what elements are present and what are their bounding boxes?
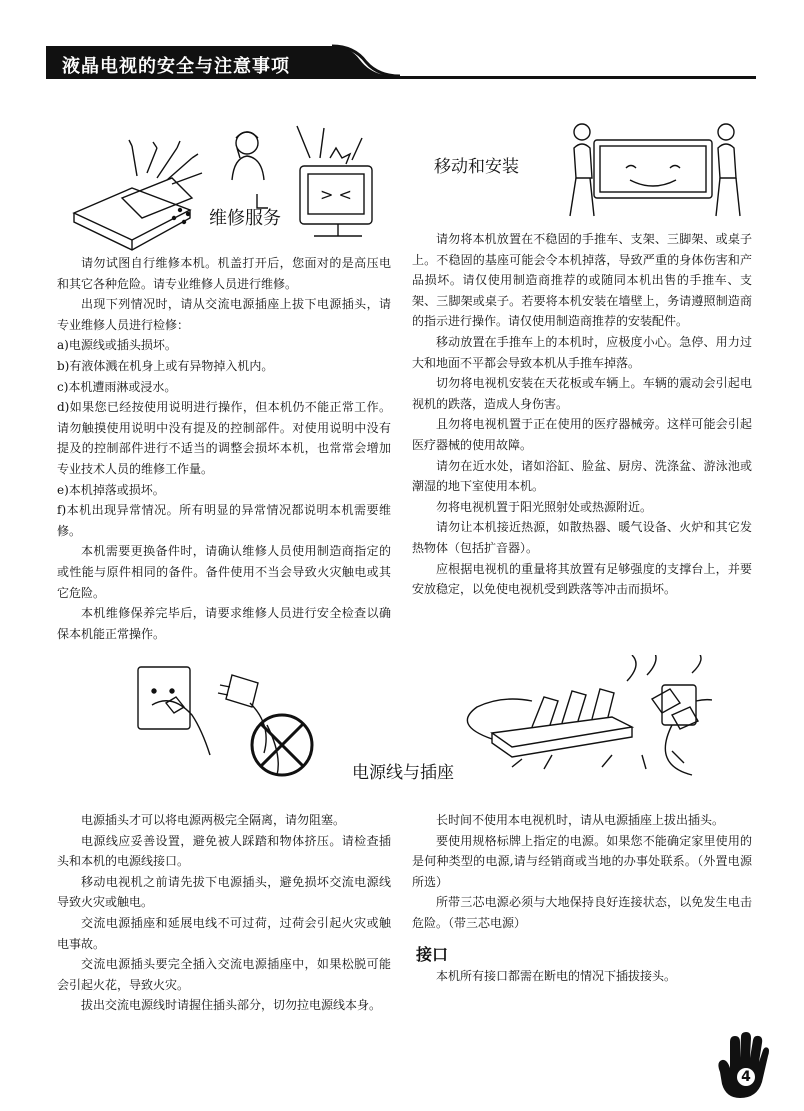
- power-title: 电源线与插座: [352, 763, 454, 783]
- repair-list-item: f)本机出现异常情况。所有明显的异常情况都说明本机需要维修。: [57, 503, 391, 538]
- power-paragraph: 电源线应妥善设置，避免被人踩踏和物体挤压。请检查插头和本机的电源线接口。: [57, 833, 391, 869]
- moving-paragraph: 移动放置在手推车上的本机时，应极度小心。急停、用力过大和地面不平都会导致本机从手推车掉落。: [412, 334, 752, 370]
- repair-paragraph: 本机需要更换备件时，请确认维修人员使用制造商指定的或性能与原件相同的备件。备件使用不当会导致火灾触电或其它危险。: [57, 544, 391, 600]
- repair-list-item: e)本机掉落或损坏。: [57, 482, 165, 497]
- power-paragraph: 所带三芯电源必须与大地保持良好连接状态，以免发生电击危险。（带三芯电源）: [412, 895, 752, 930]
- power-text-right: [412, 810, 752, 934]
- moving-illustration: [566, 118, 744, 220]
- hand-icon: [712, 1032, 770, 1100]
- header-title: 液晶电视的安全与注意事项: [62, 56, 290, 77]
- power-paragraph: 交流电源插头要完全插入交流电源插座中，如果松脱可能会引起火花，导致火灾。: [57, 957, 391, 992]
- moving-paragraph: 请勿在近水处，诸如浴缸、脸盆、厨房、洗涤盆、游泳池或潮湿的地下室使用本机。: [412, 458, 752, 494]
- moving-paragraph: 请勿让本机接近热源，如散热器、暖气设备、火炉和其它发热物体（包括扩音器）。: [412, 520, 752, 555]
- power-paragraph: 电源插头才可以将电源两极完全隔离，请勿阻塞。: [81, 813, 346, 827]
- interface-paragraph: 本机所有接口都需在断电的情况下插拔接头。: [436, 969, 677, 983]
- repair-paragraph: 出现下列情况时，请从交流电源插座上拔下电源插头，请专业维修人员进行检修：: [57, 297, 391, 332]
- repair-title: 维修服务: [209, 208, 281, 229]
- interface-text: [412, 966, 752, 987]
- moving-paragraph: 且勿将电视机置于正在使用的医疗器械旁。这样可能会引起医疗器械的使用故障。: [412, 417, 752, 452]
- moving-text: [412, 229, 752, 600]
- power-paragraph: 交流电源插座和延展电线不可过荷，过荷会引起火灾或触电事故。: [57, 915, 391, 951]
- power-paragraph: 要使用规格标牌上指定的电源。如果您不能确定家里使用的是何种类型的电源,请与经销商或当地的办事处联系。（外置电源所选）: [412, 833, 752, 889]
- interface-title: 接口: [416, 945, 449, 964]
- moving-title: 移动和安装: [434, 157, 519, 177]
- repair-list-item: d)如果您已经按使用说明进行操作，但本机仍不能正常工作。请勿触摸使用说明中没有提及的控制部件。对使用说明中没有提及的控制部件进行不适当的调整会损坏本机，也常常会增加专业技术人员的维修工作量。: [57, 400, 391, 476]
- repair-list-item: b)有液体溅在机身上或有异物掉入机内。: [57, 358, 274, 373]
- power-paragraph: 拔出交流电源线时请握住插头部分，切勿拉电源线本身。: [81, 998, 382, 1013]
- repair-text: [57, 253, 391, 644]
- moving-paragraph: 切勿将电视机安装在天花板或车辆上。车辆的震动会引起电视机的跌落，造成人身伤害。: [412, 376, 752, 411]
- power-paragraph: 长时间不使用本电视机时，请从电源插座上拔出插头。: [436, 813, 725, 827]
- page-number: 4: [737, 1068, 755, 1086]
- repair-list-item: a)电源线或插头损坏。: [57, 338, 177, 353]
- power-text-left: [57, 810, 391, 1016]
- repair-tv-label: > <: [320, 185, 352, 204]
- moving-paragraph: 应根据电视机的重量将其放置有足够强度的支撑台上，并要安放稳定，以免使电视机受到跌落等冲击而损坏。: [412, 561, 752, 597]
- repair-illustration: [62, 118, 382, 253]
- repair-paragraph: 请勿试图自行维修本机。机盖打开后，您面对的是高压电和其它各种危险。请专业维修人员进行维修。: [57, 256, 391, 291]
- moving-paragraph: 勿将电视机置于阳光照射处或热源附近。: [436, 499, 653, 514]
- repair-paragraph: 本机维修保养完毕后，请要求维修人员进行安全检查以确保本机能正常操作。: [57, 606, 391, 641]
- repair-list-item: c)本机遭雨淋或浸水。: [57, 379, 177, 394]
- moving-paragraph: 请勿将本机放置在不稳固的手推车、支架、三脚架、或桌子上。不稳固的基座可能会令本机掉落，导致严重的身体伤害和产品损坏。请仅使用制造商推荐的或随同本机出售的手推车、支架、三脚架或桌子。若要将本机安装在墙壁上，务请遵照制造商的指示进行操作。请仅使用制造商推荐的安装配件。: [412, 232, 752, 329]
- power-paragraph: 移动电视机之前请先拔下电源插头，避免损坏交流电源线导致火灾或触电。: [57, 874, 391, 910]
